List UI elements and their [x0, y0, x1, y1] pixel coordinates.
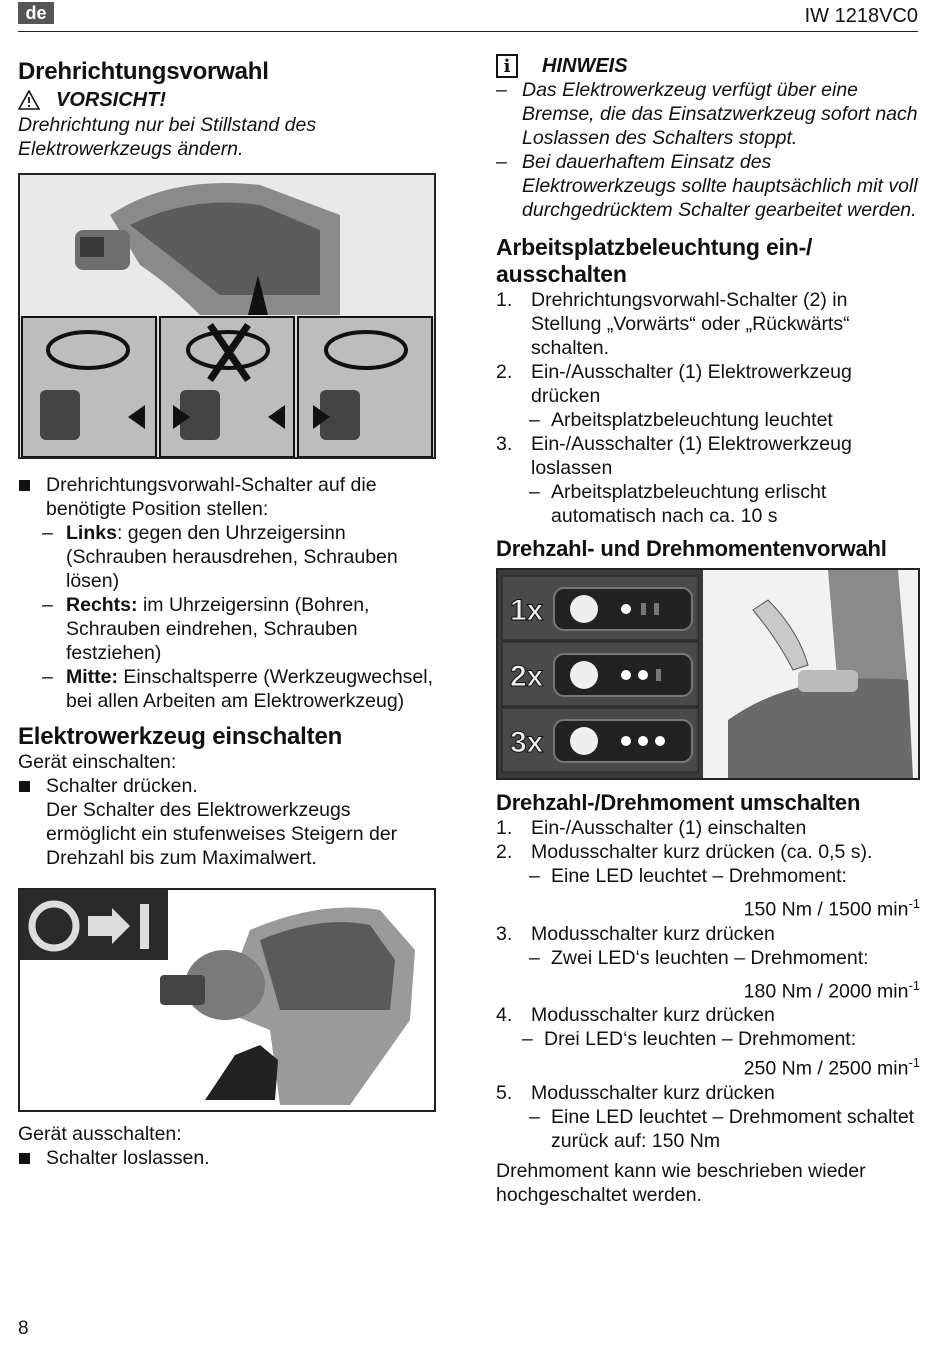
direction-selector-figure	[18, 173, 436, 459]
note-header	[496, 54, 920, 78]
switch-step-1: 1. Ein-/Ausschalter (1) einschalten	[496, 817, 807, 839]
switch-value-3: 180 Nm / 2000 $\min^{-1}$	[743, 977, 920, 1002]
note-label: HINWEIS	[542, 54, 628, 77]
switch-step-4: 4. Modusschalter kurz drücken	[496, 1004, 775, 1026]
option-mitte: – Mitte: Einschaltsperre (Werkzeugwechsel, bei allen Arbeiten am Elektrowerkzeug)	[42, 666, 434, 712]
left-column	[18, 52, 436, 1170]
info-icon: i	[496, 54, 518, 78]
on-bar-icon	[140, 904, 149, 949]
heading-switch-on: Elektrowerkzeug einschalten	[18, 723, 343, 750]
switch-step-3: 3. Modusschalter kurz drücken	[496, 922, 775, 945]
header-rule	[18, 31, 918, 32]
light-step-2a: – Arbeitsplatzbeleuchtung leuchtet	[529, 409, 833, 431]
press-1x: 1x	[510, 594, 544, 627]
on-bullet: Schalter drücken.	[18, 774, 436, 798]
switch-step-2a: – Eine LED leuchtet – Drehmoment:	[529, 865, 847, 887]
page-number: 8	[18, 1318, 29, 1339]
mode-button-icon	[570, 595, 598, 623]
option-links: – Links: gegen den Uhrzeigersinn (Schrauben herausdrehen, Schrauben lösen)	[42, 522, 398, 592]
heading-toggle-torque: Drehzahl-/Drehmoment umschalten	[496, 790, 861, 815]
led-on-icon	[621, 604, 631, 614]
right-column	[496, 52, 920, 1207]
press-3x: 3x	[510, 726, 544, 759]
option-rechts: – Rechts: im Uhrzeigersinn (Bohren, Schrauben eindrehen, Schrauben festziehen)	[42, 594, 370, 664]
heading-direction: Drehrichtungsvorwahl	[18, 58, 269, 85]
language-badge: de	[18, 2, 54, 24]
switch-step-4a: – Drei LED‘s leuchten – Drehmoment:	[522, 1028, 857, 1050]
document-id: IW 1218VC0	[804, 5, 918, 27]
light-step-1: 1. Drehrichtungsvorwahl-Schalter (2) in Stellung „Vorwärts“ oder „Rückwärts“ schalten.	[496, 289, 850, 359]
switch-value-2: 150 Nm / 1500 $\min^{-1}$	[743, 896, 920, 921]
closing-text: Drehmoment kann wie beschrieben wieder hochgeschaltet werden.	[496, 1159, 866, 1206]
direction-illustration	[20, 175, 434, 457]
switch-value-4: 250 Nm / 2500 $\min^{-1}$	[743, 1055, 920, 1080]
switch-step-3a: – Zwei LED‘s leuchten – Drehmoment:	[529, 946, 869, 969]
mode-button-icon	[570, 661, 598, 689]
hand-arrow-icon	[205, 1045, 278, 1100]
switch-step-5: 5. Modusschalter kurz drücken	[496, 1081, 775, 1104]
light-step-3a: – Arbeitsplatzbeleuchtung erlischt automatisch nach ca. 10 s	[529, 481, 827, 527]
switch-step-2: 2. Modusschalter kurz drücken (ca. 0,5 s).	[496, 841, 873, 863]
mode-button-figure	[496, 568, 920, 780]
off-intro: Gerät ausschalten:	[18, 1123, 182, 1145]
note-item-2: – Bei dauerhaftem Einsatz des Elektrowerkzeugs sollte hauptsächlich mit voll durchgedrücktem Schalter gearbeitet werden.	[496, 151, 918, 221]
light-step-3: 3. Ein-/Ausschalter (1) Elektrowerkzeug loslassen	[496, 433, 852, 479]
on-intro: Gerät einschalten:	[18, 751, 177, 773]
switch-on-figure	[18, 888, 436, 1112]
press-2x: 2x	[510, 660, 544, 693]
bullet-set-switch: Drehrichtungsvorwahl-Schalter auf die benötigte Position stellen:	[18, 473, 436, 521]
off-bullet: Schalter loslassen.	[18, 1146, 436, 1170]
switch-step-5a: – Eine LED leuchtet – Drehmoment schaltet zurück auf: 150 Nm	[529, 1105, 915, 1152]
warning-triangle-icon	[18, 90, 40, 110]
heading-worklight: Arbeitsplatzbeleuchtung ein-/ ausschalten	[496, 234, 813, 287]
caution-label: VORSICHT!	[56, 89, 166, 111]
caution-text: Drehrichtung nur bei Stillstand des Elektrowerkzeugs ändern.	[18, 114, 317, 160]
note-item-1: – Das Elektrowerkzeug verfügt über eine Bremse, die das Einsatzwerkzeug sofort nach Loslassen des Schalters stoppt.	[496, 79, 918, 149]
on-text: Der Schalter des Elektrowerkzeugs ermöglicht ein stufenweises Steigern der Drehzahl bis zum Maximalwert.	[46, 799, 398, 869]
caution-row	[18, 87, 436, 113]
light-step-2: 2. Ein-/Ausschalter (1) Elektrowerkzeug drücken	[496, 361, 852, 407]
mode-button-icon	[570, 727, 598, 755]
heading-speed-torque: Drehzahl- und Drehmomentenvorwahl	[496, 536, 887, 561]
